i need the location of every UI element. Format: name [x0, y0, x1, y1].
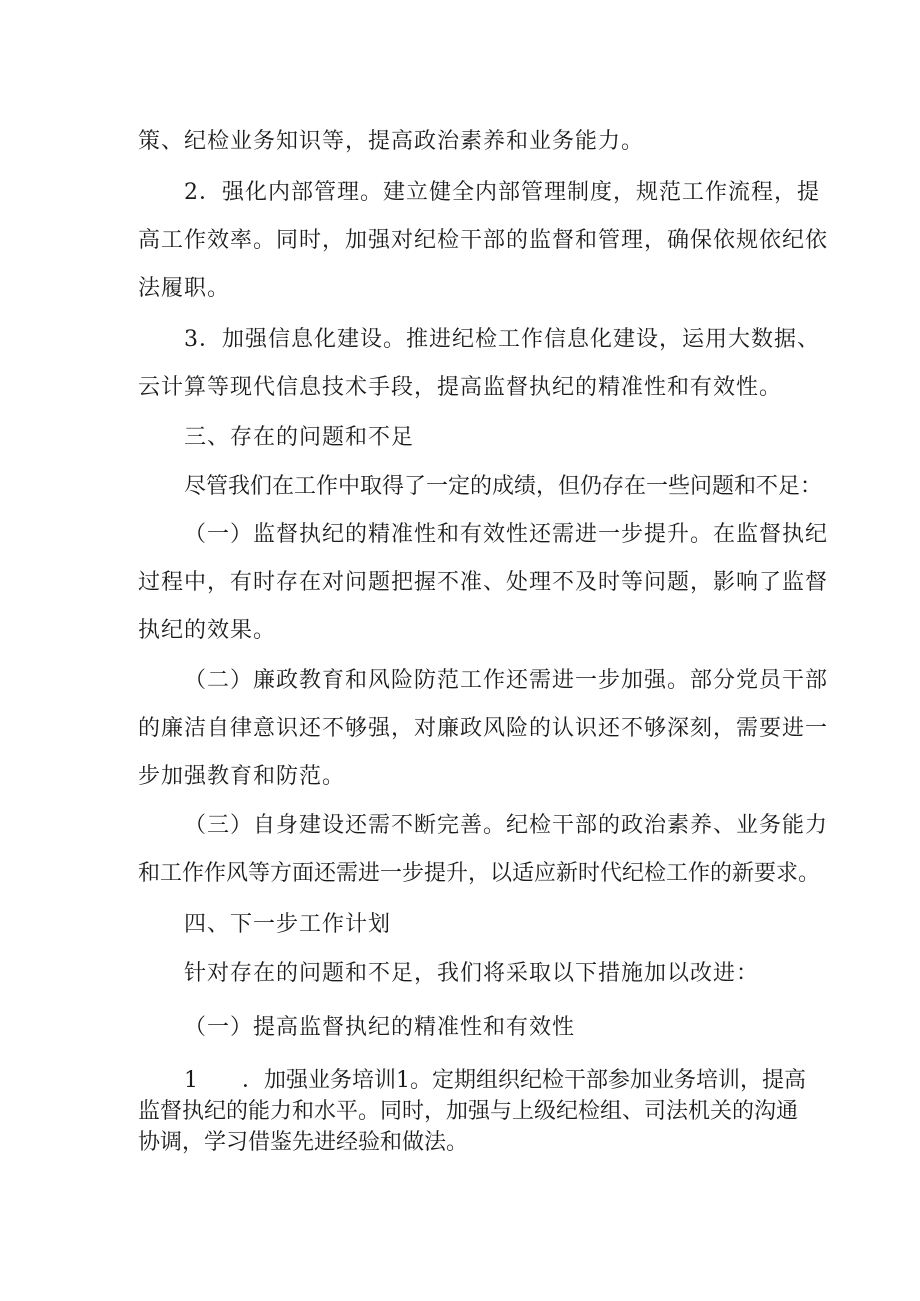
- text-line: 执纪的效果。: [138, 618, 277, 643]
- text-line: 1 ．加强业务培训1。定期组织纪检干部参加业务培训，提高: [184, 1068, 806, 1093]
- text-line: 过程中，有时存在对问题把握不准、处理不及时等问题，影响了监督: [138, 570, 829, 595]
- subsection-heading: （一）提高监督执纪的精准性和有效性: [184, 1015, 576, 1040]
- text-line: （三）自身建设还需不断完善。纪检干部的政治素养、业务能力: [184, 813, 829, 838]
- text-line: （一）监督执纪的精准性和有效性还需进一步提升。在监督执纪: [184, 522, 829, 547]
- text-line: 云计算等现代信息技术手段，提高监督执纪的精准性和有效性。: [138, 375, 783, 400]
- text-line: 步加强教育和防范。: [138, 764, 346, 789]
- text-line: 和工作作风等方面还需进一步提升，以适应新时代纪检工作的新要求。: [138, 861, 821, 886]
- text-line: 的廉洁自律意识还不够强，对廉政风险的认识还不够深刻，需要进一: [138, 716, 829, 741]
- text-line: 2．强化内部管理。建立健全内部管理制度，规范工作流程，提: [184, 180, 820, 205]
- text-line: 监督执纪的能力和水平。同时，加强与上级纪检组、司法机关的沟通: [138, 1099, 799, 1124]
- section-heading: 三、存在的问题和不足: [184, 425, 415, 450]
- text-line: 针对存在的问题和不足，我们将采取以下措施加以改进：: [184, 961, 760, 986]
- text-line: （二）廉政教育和风险防范工作还需进一步加强。部分党员干部: [184, 668, 829, 693]
- text-line: 3．加强信息化建设。推进纪检工作信息化建设，运用大数据、: [184, 327, 820, 352]
- text-line: 高工作效率。同时，加强对纪检干部的监督和管理，确保依规依纪依: [138, 228, 829, 253]
- text-line: 策、纪检业务知识等，提高政治素养和业务能力。: [138, 129, 645, 154]
- text-line: 法履职。: [138, 276, 231, 301]
- text-line: 协调，学习借鉴先进经验和做法。: [138, 1130, 469, 1155]
- section-heading: 四、下一步工作计划: [184, 912, 392, 937]
- text-line: 尽管我们在工作中取得了一定的成绩，但仍存在一些问题和不足：: [184, 474, 823, 499]
